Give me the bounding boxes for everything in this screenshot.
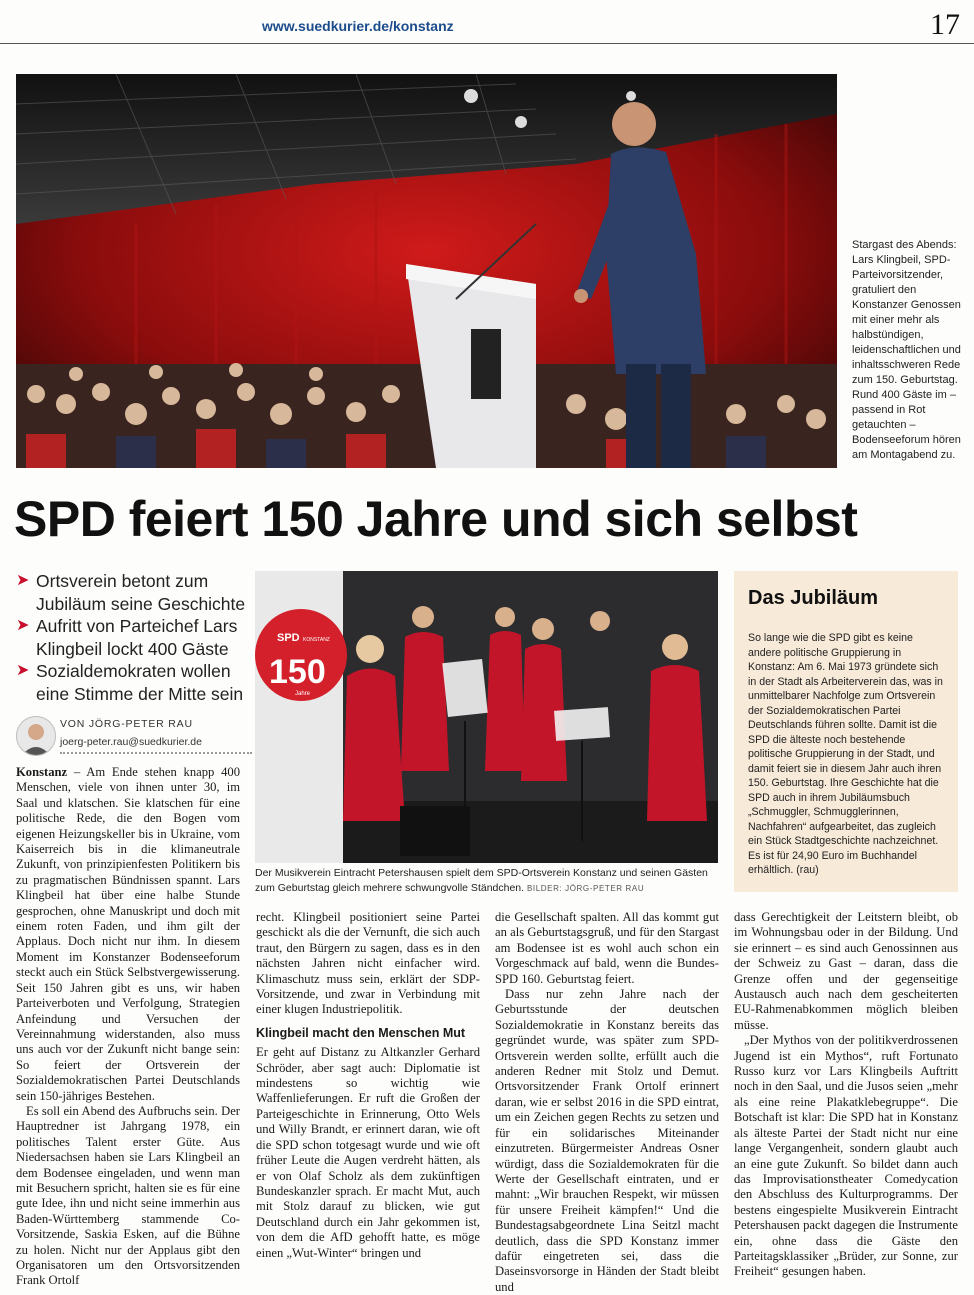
- paragraph: die Gesellschaft spalten. All das kommt gut an als Geburtstagsgruß, und für den Stargast am Bodensee ist es wohl auch schon ein Vorgeschmack auf bald, wenn die Bundes-SPD 160. Geburtstag feiert.: [495, 910, 719, 986]
- page-number: 17: [930, 8, 960, 41]
- arrow-icon: ➤: [16, 662, 30, 679]
- article-column-4: [734, 910, 958, 1280]
- info-box-jubilaeum: [734, 571, 958, 892]
- photo-caption-main: Stargast des Abends: Lars Klingbeil, SPD-Parteivorsitzender, gratuliert den Konstanzer Genossen mit einer mehr als halbstündigen, leidenschaftlichen und inhaltsschweren Rede zum 150. Geburtstag. Rund 400 Gäste im – passend in Rot getauchten – Bodenseeforum hören am Montagabend zu.: [852, 239, 961, 461]
- bullet-item: ➤ Ortsverein betont zum Jubiläum seine Geschichte: [16, 571, 246, 614]
- photo-caption-band: Der Musikverein Eintracht Petershausen spielt dem SPD-Ortsverein Konstanz und seinen Gästen zum Geburtstag gleich mehrere schwungvolle Ständchen. BILDER: JÖRG-PETER RAU: [255, 867, 708, 894]
- author-email[interactable]: joerg-peter.rau@suedkurier.de: [60, 736, 202, 748]
- arrow-icon: ➤: [16, 617, 30, 634]
- photo-speaker-at-podium: [16, 74, 837, 468]
- arrow-icon: ➤: [16, 572, 30, 589]
- paragraph: recht. Klingbeil positioniert seine Partei geschickt als die der Vernunft, die sich auch traut, den Bürgern zu sagen, dass es in den nächsten Jahren nicht einfacher wird. Klimaschutz muss sein, erklärt der SDP-Vorsitzende, und zwar in Verbindung mit einer klugen Industriepolitik.: [256, 910, 480, 1017]
- info-box-title: Das Jubiläum: [748, 587, 879, 609]
- sign-number: 150: [269, 653, 326, 691]
- sign-brand: SPD: [277, 632, 300, 644]
- bullet-item: ➤ Aufritt von Parteichef Lars Klingbeil lockt 400 Gäste: [16, 616, 238, 659]
- info-box-body: So lange wie die SPD gibt es keine andere politische Gruppierung in Konstanz: Am 6. Mai 1973 gründete sich in der Stadt als Arbeiterverein das, was in unmittelbarer Nachfolge zum Ortsverein der Sozialdemokratischen Partei Deutschlands führen sollte. Damit ist die SPD die älteste noch bestehende politische Gruppierung in der Stadt, und damit feiert sie in diesem Jahr auch ihren 150. Geburtstag. Ihre Geschichte hat die SPD auch in ihrem Jubiläumsbuch „Schmuggler, Schmugglerinnen, Nachfahren“ aufgearbeitet, das zugleich ein Stück Stadtgeschichte nachzeichnet. Es ist für 24,90 Euro im Buchhandel erhältlich. (rau): [748, 632, 943, 876]
- paragraph: Er geht auf Distanz zu Altkanzler Gerhard Schröder, aber sagt auch: Diplomatie ist mindestens so wichtig wie Waffenlieferungen. Er ruft die Großen der Parteigeschichte in Erinnerung, Otto Wels und Willy Brandt, er erinnert daran, wie oft die SPD schon totgesagt wurde und wie oft früher Leute die Augen verdreht hätten, als er von Olaf Scholz als dem zukünftigen Bundeskanzler sprach. Er macht Mut, auch mit Stolz darauf zu blicken, wie gut Deutschland durch ein Jahr gekommen ist, von dem die AfD gehofft hatte, es möge einen „Wut-Winter“ bringen und: [256, 1045, 480, 1260]
- author-avatar: [16, 716, 56, 756]
- article-column-1: Konstanz – Am Ende stehen knapp 400 Menschen, viele von ihnen unter 30, im Saal und klatschen. Sie klatschen für eine politische Rede, die den Bogen vom eigenen Heizungskeller bis in Ukraine, vom Kaiserreich bis in die klimaneutrale Zukunft, von prinzipienfesten Politikern bis zu pragmatischen Bündnissen spannt. Lars Klingbeil hat über eine halbe Stunde gesprochen, ohne Manuskript und doch mit einem roten Faden, und ihm gilt der Applaus. Doch nicht nur ihm. In diesem Moment im Konstanzer Bodenseeforum steckt auch ein Stück Selbstvergewisserung. Seit 150 Jahren gibt es uns, wir haben Parteiverboten und Verfolgung, Strategien Anfeindung und Versuchen der Vereinnahmung widerstanden, also muss uns auch vor der Zukunft nicht bange sein: So feiert der Ortsverein der Sozialdemokratischen Partei Deutschlands sein 150-jähriges Bestehen. Es soll ein Abend des Aufbruchs sein. Der Hauptredner ist Jahrgang 1978, ein politisches Talent erster Güte. Aus Niedersachsen haben sie Lars Klingbeil an dem Bodensee eingeladen, und wenn man mit Besuchern spricht, halten sie es für eine gute Idee, ihn und nicht seine immerhin aus Baden-Württemberg stammende Co-Vorsitzende, Saskia Esken, auf die Bühne zu holen. Nicht nur der Applaus gibt den Organisatoren um den Ortsvorsitzenden Frank Ortolf: [16, 765, 240, 1288]
- headline: SPD feiert 150 Jahre und sich selbst: [14, 491, 858, 547]
- bullet-item: ➤ Sozialdemokraten wollen eine Stimme der Mitte sein: [16, 661, 244, 704]
- header-url[interactable]: www.suedkurier.de/konstanz: [262, 18, 454, 34]
- author-portrait-icon: [17, 717, 55, 755]
- paragraph: Es soll ein Abend des Aufbruchs sein. Der Hauptredner ist Jahrgang 1978, ein politisches Talent erster Güte. Aus Niedersachsen haben sie Lars Klingbeil an dem Bodensee eingeladen, und wenn man mit Besuchern spricht, halten sie es für eine gute Idee, ihn und nicht seine immerhin aus Baden-Württemberg stammende Co-Vorsitzende, Saskia Esken, auf die Bühne zu holen. Nicht nur der Applaus gibt den Organisatoren um den Ortsvorsitzenden Frank Ortolf: [16, 1103, 240, 1288]
- photo-band-illustration-icon: [255, 571, 718, 863]
- author-divider: [60, 752, 252, 754]
- sign-word: Jahre: [295, 691, 311, 697]
- subheading: Klingbeil macht den Menschen Mut: [256, 1025, 466, 1040]
- photo-credit: BILDER: JÖRG-PETER RAU: [526, 883, 645, 893]
- page-header: [0, 0, 974, 46]
- article-column-3: [495, 910, 719, 1295]
- header-divider: [0, 43, 974, 44]
- dateline: Konstanz: [16, 765, 68, 779]
- paragraph: „Der Mythos von der politikverdrossenen Jugend ist ein Mythos“, ruft Fortunato Russo kurz vor Lars Klingbeils Auftritt noch in den Saal, und die Jusos seien „mehr als eine reine Plakatklebegruppe“. Die Botschaft ist klar: Die SPD hat in Konstanz als älteste Partei der Stadt nicht nur eine lange Vergangenheit, sondern glaubt auch an eine gute Zukunft. So bildet dann auch das Improvisationstheater Comedycation den Abschluss des Kulturprogramms. Der bestens eingespielte Musikverein Eintracht Petershausen packt dagegen die Instrumente ein, ohne dass die Gäste den Parteitagsklassiker „Brüder, zur Sonne, zur Freiheit“ gesungen haben.: [734, 1033, 958, 1279]
- author-byline-block: [16, 716, 246, 758]
- sign-sub: KONSTANZ: [303, 637, 330, 643]
- article-column-2: [256, 910, 480, 1261]
- summary-bullets: [16, 570, 246, 705]
- paragraph: dass Gerechtigkeit der Leitstern bleibt, ob im Wohnungsbau oder in der Bildung. Und sie erinnert – es sind auch Genossinnen aus der Schweiz zu Gast – daran, dass die Grenze offen und der gegenseitige Austausch auch nach dem gescheiterten EU-Rahmenabkommen möglich bleiben müsse.: [734, 910, 958, 1032]
- photo-music-band: [255, 571, 718, 863]
- author-name: VON JÖRG-PETER RAU: [60, 718, 193, 730]
- paragraph: Dass nur zehn Jahre nach der Geburtsstunde der deutschen Sozialdemokratie in Konstanz bereits das gegründet wurde, was später zum SPD-Ortsverein werden sollte, erfüllt auch die anderen Redner mit Stolz und Demut. Ortsvorsitzender Frank Ortolf erinnert daran, wie er selbst 2016 in die SPD eintrat, um ein Zeichen gegen Rechts zu setzen und für ein solidarisches Miteinander einzutreten. Bürgermeister Andreas Osner würdigt, dass die Sozialdemokraten für die Werte der Gesellschaft eintraten, und er mahnt: „Wir brauchen Respekt, wir müssen für unsere Freiheit kämpfen!“ Und die Bundestagsabgeordnete Lina Seitzl macht deutlich, dass die SPD Konstanz immer dafür eingetreten sei, dass die Daseinsvorsorge in Händen der Stadt bleibt und: [495, 987, 719, 1294]
- photo-illustration-icon: [16, 74, 837, 468]
